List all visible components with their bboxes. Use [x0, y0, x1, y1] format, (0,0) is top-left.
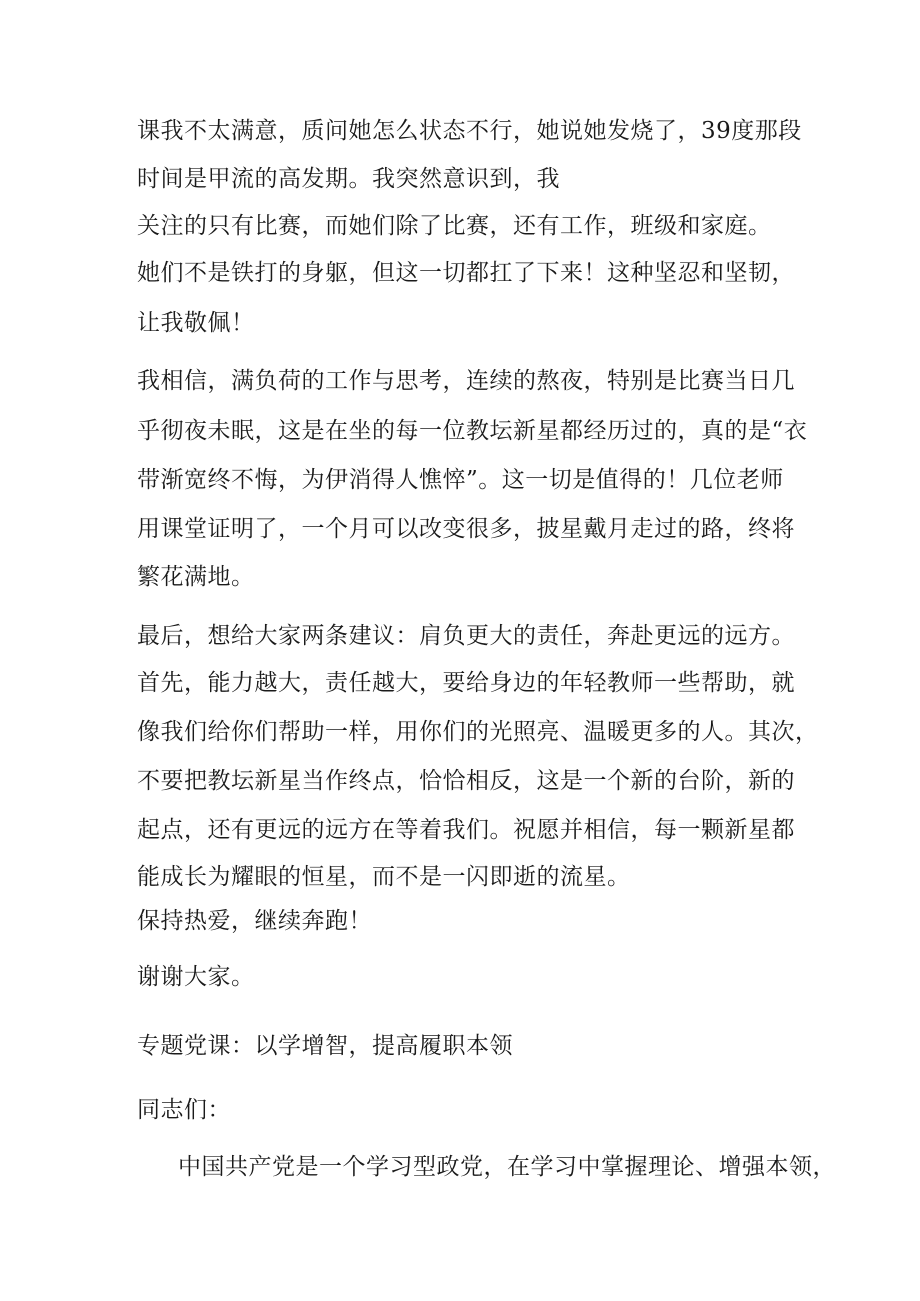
text-line: 起点，还有更远的远方在等着我们。祝愿并相信，每一颗新星都 — [137, 817, 795, 843]
text-line: 谢谢大家。 — [137, 964, 255, 990]
text-line: 繁花满地。 — [137, 564, 255, 590]
text-line: 能成长为耀眼的恒星，而不是一闪即逝的流星。 — [137, 864, 631, 890]
text-line: 用课堂证明了，一个月可以改变很多，披星戴月走过的路，终将 — [137, 516, 795, 542]
text-line: 我相信，满负荷的工作与思考，连续的熬夜，特别是比赛当日几 — [137, 368, 795, 394]
text-line: 课我不太满意，质问她怎么状态不行，她说她发烧了，39度那段 — [137, 118, 802, 144]
text-line: 像我们给你们帮助一样，用你们的光照亮、温暖更多的人。其次， — [137, 719, 819, 745]
text-line: 最后，想给大家两条建议：肩负更大的责任，奔赴更远的远方。 — [137, 623, 795, 649]
text-line: 保持热爱，继续奔跑！ — [137, 908, 372, 934]
text-line: 乎彻夜未眠，这是在坐的每一位教坛新星都经历过的，真的是“衣 — [137, 418, 808, 444]
text-line: 关注的只有比赛，而她们除了比赛，还有工作，班级和家庭。 — [137, 213, 772, 239]
text-line: 带渐宽终不悔，为伊消得人憔悴”。这一切是值得的！几位老师 — [137, 467, 784, 493]
text-line: 不要把教坛新星当作终点，恰恰相反，这是一个新的台阶，新的 — [137, 768, 795, 794]
section-title: 专题党课：以学增智，提高履职本领 — [137, 1033, 513, 1059]
text-line: 她们不是铁打的身躯，但这一切都扛了下来！这种坚忍和坚韧， — [137, 260, 795, 286]
salutation: 同志们： — [137, 1097, 231, 1123]
text-line: 首先，能力越大，责任越大，要给身边的年轻教师一些帮助，就 — [137, 670, 795, 696]
text-line: 时间是甲流的高发期。我突然意识到，我 — [137, 166, 560, 192]
text-line: 让我敬佩！ — [137, 310, 255, 336]
text-line: 中国共产党是一个学习型政党，在学习中掌握理论、增强本领， — [178, 1154, 836, 1180]
